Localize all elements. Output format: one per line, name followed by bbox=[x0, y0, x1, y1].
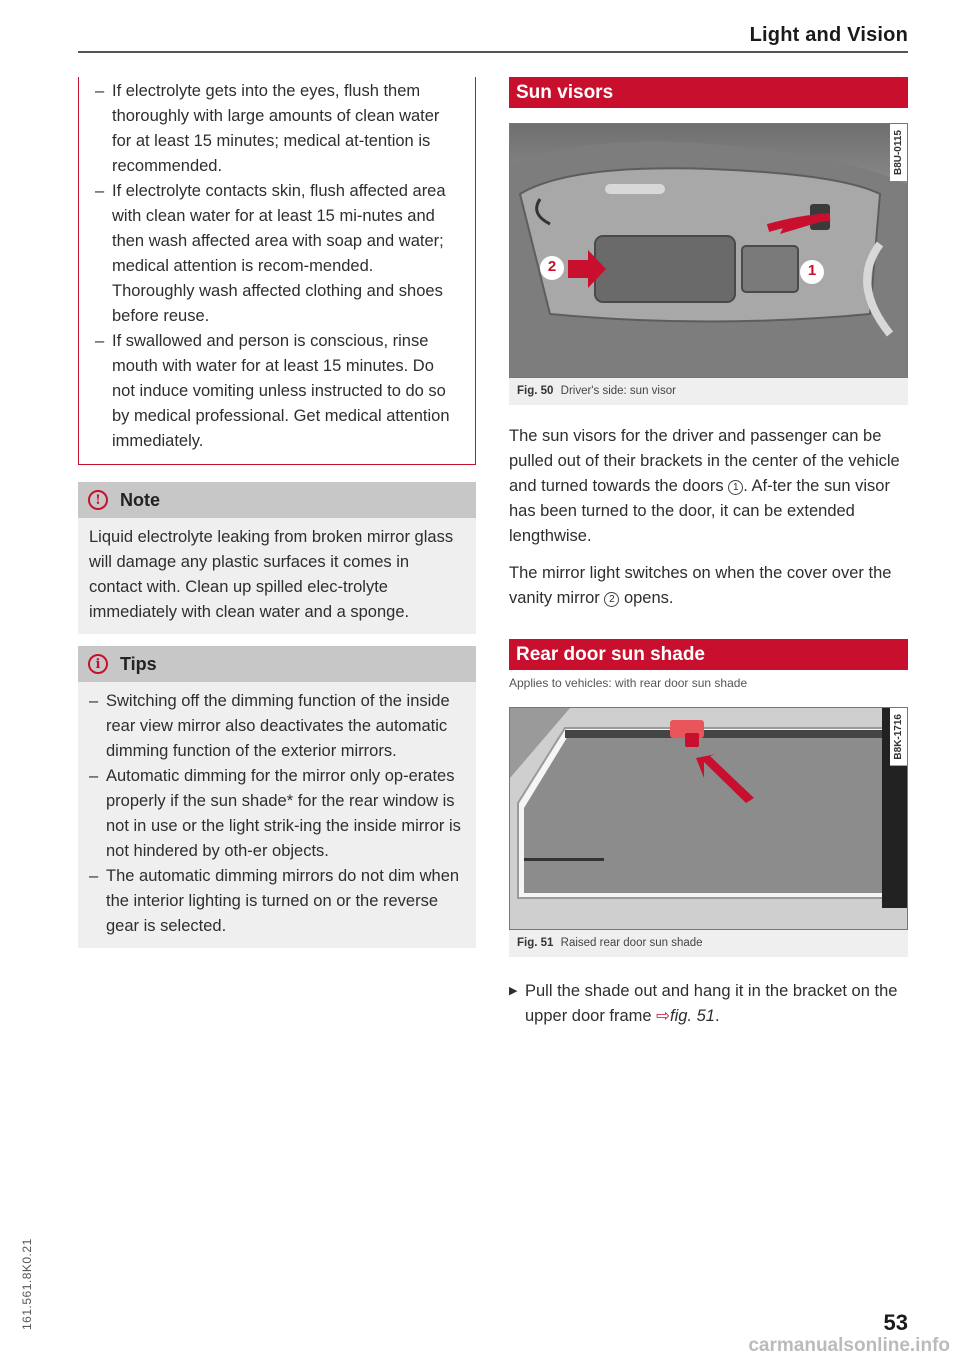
tips-body bbox=[78, 682, 476, 948]
callout-2-label: 2 bbox=[547, 258, 557, 275]
warning-item: – If electrolyte gets into the eyes, flush them thoroughly with large amounts of clean water for at least 15 minutes; medical at-tention is recommended. bbox=[95, 79, 459, 179]
note-text: Liquid electrolyte leaking from broken mirror glass will damage any plastic surfaces it comes in contact with. Clean up spilled elec-trolyte immediately with clean water and a sponge. bbox=[89, 528, 454, 621]
tips-title: Tips bbox=[120, 653, 157, 674]
tips-header bbox=[78, 646, 476, 682]
para1-text-b: . Af-ter the sun visor has been turned to the door, it can be extended lengthwise. bbox=[509, 477, 890, 545]
warning-item: – If electrolyte contacts skin, flush affected area with clean water for at least 15 mi-nutes and then wash affected area with soap and water; medical attention is recom-mended. Thoroughly wash affected clothing and shoes before reuse. bbox=[95, 179, 459, 329]
figure-caption bbox=[509, 930, 908, 957]
instruction-text-b: . bbox=[714, 1007, 720, 1025]
note-callout bbox=[78, 482, 476, 634]
rear-shade-heading: Rear door sun shade bbox=[509, 639, 908, 670]
applies-to: Applies to vehicles: with rear door sun shade bbox=[509, 676, 748, 690]
callout-1-label: 1 bbox=[807, 262, 817, 279]
sun-visor-paragraph-2 bbox=[509, 561, 908, 611]
figure-caption-text: Driver's side: sun visor bbox=[560, 385, 676, 397]
page-header-title: Light and Vision bbox=[749, 24, 908, 46]
rear-shade-illustration bbox=[510, 708, 907, 929]
info-icon: i bbox=[88, 654, 108, 674]
figure-code: B8U-0115 bbox=[890, 124, 907, 181]
tips-item: – The automatic dimming mirrors do not dim when the interior lighting is turned on or the reverse gear is selected. bbox=[89, 864, 462, 939]
para2-text-a: The mirror light switches on when the cover over the vanity mirror bbox=[509, 564, 892, 607]
figure-caption-text: Raised rear door sun shade bbox=[560, 937, 703, 949]
warning-box bbox=[78, 77, 476, 465]
figure-code: B8K-1716 bbox=[890, 708, 907, 766]
rear-shade-image bbox=[509, 707, 908, 930]
tips-callout bbox=[78, 646, 476, 948]
tips-list bbox=[89, 689, 462, 939]
watermark: carmanualsonline.info bbox=[748, 1335, 950, 1356]
figure-50 bbox=[509, 123, 908, 405]
note-header bbox=[78, 482, 476, 518]
instruction-text-a: Pull the shade out and hang it in the bracket on the upper door frame bbox=[525, 982, 898, 1025]
figure-reference-link[interactable]: fig. 51 bbox=[670, 1007, 715, 1025]
page-number: 53 bbox=[883, 1310, 908, 1335]
sun-visor-illustration bbox=[510, 124, 907, 377]
warning-item: – If swallowed and person is conscious, rinse mouth with water for at least 15 minutes. Do not induce vomiting unless instructed to do so by medical professional. Get medical attention immediately. bbox=[95, 329, 459, 454]
tips-item: – Automatic dimming for the mirror only op-erates properly if the sun shade* for the rear window is not in use or the light strik-ing the inside mirror is not hindered by oth-er objects. bbox=[89, 764, 462, 864]
arrow-ref-icon: ⇨ bbox=[656, 1007, 670, 1025]
exclamation-icon: ! bbox=[88, 490, 108, 510]
sun-visor-image bbox=[509, 123, 908, 378]
para2-text-b: opens. bbox=[623, 589, 674, 607]
para1-text-a: The sun visors for the driver and passenger can be pulled out of their brackets in the center of the vehicle and turned towards the doors bbox=[509, 427, 900, 495]
tips-item: – Switching off the dimming function of the inside rear view mirror also deactivates the automatic dimming function of the exterior mirrors. bbox=[89, 689, 462, 764]
sun-visor-paragraph-1 bbox=[509, 424, 908, 549]
left-column bbox=[78, 77, 476, 948]
figure-caption bbox=[509, 378, 908, 405]
figure-51 bbox=[509, 707, 908, 957]
callout-1-ref: 1 bbox=[728, 480, 743, 495]
sun-visors-heading: Sun visors bbox=[509, 77, 908, 108]
header-rule bbox=[78, 51, 908, 53]
document-code: 161.561.8K0.21 bbox=[20, 1238, 34, 1330]
figure-label: Fig. 50 bbox=[517, 385, 554, 397]
callout-2-ref: 2 bbox=[604, 592, 619, 607]
right-column bbox=[509, 77, 908, 1029]
note-title: Note bbox=[120, 489, 160, 510]
warning-list bbox=[95, 79, 459, 454]
rear-shade-instruction bbox=[509, 979, 908, 1029]
figure-label: Fig. 51 bbox=[517, 937, 554, 949]
note-body bbox=[78, 518, 476, 634]
bullet-triangle-icon: ▶ bbox=[509, 985, 518, 997]
